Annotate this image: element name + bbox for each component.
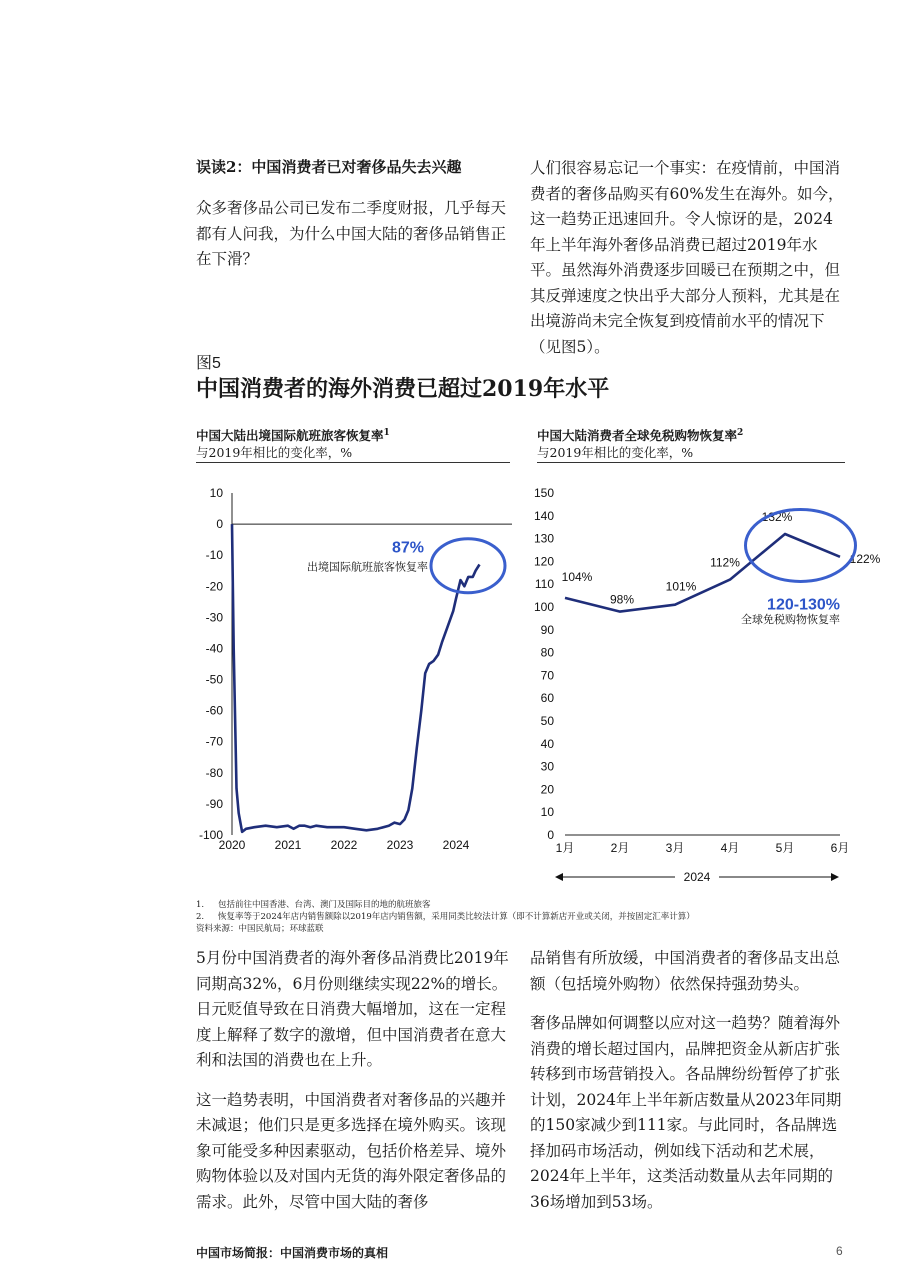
chart2-x-tick-label: 2月 [610, 841, 630, 855]
chart2-data-label: 98% [609, 592, 635, 607]
chart2-y-tick-label: 110 [534, 577, 554, 592]
chart1-x-tick-label: 2020 [218, 838, 246, 852]
chart2-y-tick-label: 90 [540, 622, 554, 637]
chart2-subtitle: 与2019年相比的变化率，% [537, 445, 694, 460]
chart1-subtitle: 与2019年相比的变化率，% [196, 445, 353, 460]
page-number: 6 [836, 1244, 843, 1258]
chart2-y-tick-label: 40 [540, 736, 554, 751]
chart2-data-label: 101% [665, 579, 697, 594]
body-left-paragraph-1: 5月份中国消费者的海外奢侈品消费比2019年同期高32%，6月份则继续实现22%的增长。日元贬值导致在日消费大幅增加，这在一定程度上解释了数字的激增，但中国消费者在意大利和法国的消费也在上升。 [196, 949, 509, 1069]
figure-title: 中国消费者的海外消费已超过2019年水平 [196, 376, 610, 402]
chart2-x-tick-label: 5月 [775, 841, 795, 855]
chart2-arrow-left-icon [555, 873, 563, 881]
chart2-x-tick-label: 1月 [555, 841, 575, 855]
chart1-flights [190, 480, 520, 860]
chart2-highlight-circle [746, 509, 856, 581]
chart1-y-tick-label: -50 [205, 672, 223, 687]
chart1-x-tick-label: 2023 [386, 838, 414, 852]
body-right-paragraph-1: 品销售有所放缓，中国消费者的奢侈品支出总额（包括境外购物）依然保持强劲势头。 [530, 949, 841, 993]
body-right-column [530, 946, 848, 1215]
chart1-x-tick-label: 2022 [330, 838, 358, 852]
chart2-y-tick-label: 150 [533, 486, 554, 500]
chart2-y-tick-label: 100 [533, 600, 554, 614]
chart1-y-tick-label: -10 [205, 548, 223, 563]
chart1-y-tick-label: 10 [209, 486, 223, 500]
chart2-y-tick-label: 140 [533, 508, 554, 523]
chart2-y-tick-label: 130 [533, 531, 554, 546]
figure-label: 图5 [196, 355, 221, 372]
chart2-dutyfree [525, 480, 881, 890]
chart2-year-label: 2024 [683, 870, 711, 884]
chart2-y-tick-label: 80 [540, 645, 554, 660]
chart2-y-tick-label: 0 [547, 828, 554, 842]
body-right-paragraph-2: 奢侈品牌如何调整以应对这一趋势？随着海外消费的增长超过国内，品牌把资金从新店扩张转移到市场营销投入。各品牌纷纷暂停了扩张计划，2024年上半年新店数量从2023年同期的150家减少到111家。与此同时，各品牌选择加码市场活动，例如线下活动和艺术展，2024年上半年，这类活动数量从去年同期的36场增加到53场。 [530, 1014, 842, 1211]
chart2-y-tick-label: 60 [540, 691, 554, 706]
chart2-x-tick-label: 3月 [665, 841, 685, 855]
chart2-arrow-right-icon [831, 873, 839, 881]
chart1-y-tick-label: -70 [205, 734, 223, 749]
chart1-y-tick-label: -100 [198, 828, 223, 842]
chart1-highlight-circle [431, 539, 505, 593]
chart2-x-tick-label: 4月 [720, 841, 740, 855]
chart1-y-tick-label: -40 [205, 641, 223, 656]
chart2-y-tick-label: 30 [540, 759, 554, 774]
body-left-column [196, 946, 512, 1215]
chart1-y-tick-label: -80 [205, 765, 223, 780]
chart1-divider [196, 462, 510, 463]
chart2-y-tick-label: 20 [540, 782, 554, 797]
chart1-y-tick-label: 0 [216, 517, 223, 532]
chart2-y-tick-label: 50 [540, 714, 554, 728]
chart2-data-label: 112% [710, 555, 740, 570]
footnote-1: 1. 包括前往中国香港、台湾、澳门及国际目的地的航班旅客 [196, 900, 431, 910]
chart1-y-tick-label: -20 [205, 579, 223, 594]
chart1-x-tick-label: 2021 [274, 838, 302, 852]
chart2-annotation-text: 全球免税购物恢复率 [741, 613, 840, 626]
chart1-y-tick-label: -60 [205, 703, 223, 718]
chart1-annotation-value: 87% [391, 539, 425, 557]
chart2-y-tick-label: 120 [533, 554, 554, 569]
chart1-y-tick-label: -30 [205, 610, 223, 625]
chart2-x-tick-label: 6月 [830, 841, 850, 855]
footer-title: 中国市场简报：中国消费市场的真相 [196, 1246, 389, 1260]
footnotes [196, 899, 856, 935]
footnote-2: 2. 恢复率等于2024年店内销售额除以2019年店内销售额，采用同类比较法计算（即不计算新店开业或关闭，并按固定汇率计算） [196, 912, 695, 922]
chart2-divider [537, 462, 845, 463]
chart2-data-label: 132% [761, 510, 793, 525]
chart2-y-tick-label: 10 [540, 805, 554, 820]
intro-right-paragraph: 人们很容易忘记一个事实：在疫情前，中国消费者的奢侈品购买有60%发生在海外。如今，这一趋势正迅速回升。令人惊讶的是，2024年上半年海外奢侈品消费已超过2019年水平。虽然海外消费逐步回暖已在预期之中，但其反弹速度之快出乎大部分人预料，尤其是在出境游尚未完全恢复到疫情前水平的情况下（见图5）。 [530, 159, 844, 356]
chart1-title: 中国大陆出境国际航班旅客恢复率$^1$ [196, 427, 390, 443]
chart2-y-tick-label: 70 [540, 668, 554, 683]
chart2-title: 中国大陆消费者全球免税购物恢复率$^2$ [537, 427, 744, 443]
section-heading: 误读2：中国消费者已对奢侈品失去兴趣 [196, 158, 462, 176]
chart2-data-label: 104% [561, 569, 593, 584]
chart2-annotation-value: 120-130% [767, 596, 840, 614]
chart1-y-tick-label: -90 [205, 796, 223, 811]
chart2-data-label: 122% [849, 551, 881, 566]
chart1-annotation-text: 出境国际航班旅客恢复率 [307, 561, 428, 574]
source-note: 资料来源：中国民航局；环球蓝联 [196, 924, 324, 934]
intro-left-paragraph: 众多奢侈品公司已发布二季度财报，几乎每天都有人问我，为什么中国大陆的奢侈品销售正在下滑？ [196, 199, 507, 268]
body-left-paragraph-2: 这一趋势表明，中国消费者对奢侈品的兴趣并未减退；他们只是更多选择在境外购买。该现象可能受多种因素驱动，包括价格差异、境外购物体验以及对国内无货的海外限定奢侈品的需求。此外，尽管中国大陆的奢侈 [196, 1090, 507, 1211]
chart1-x-tick-label: 2024 [442, 838, 470, 852]
